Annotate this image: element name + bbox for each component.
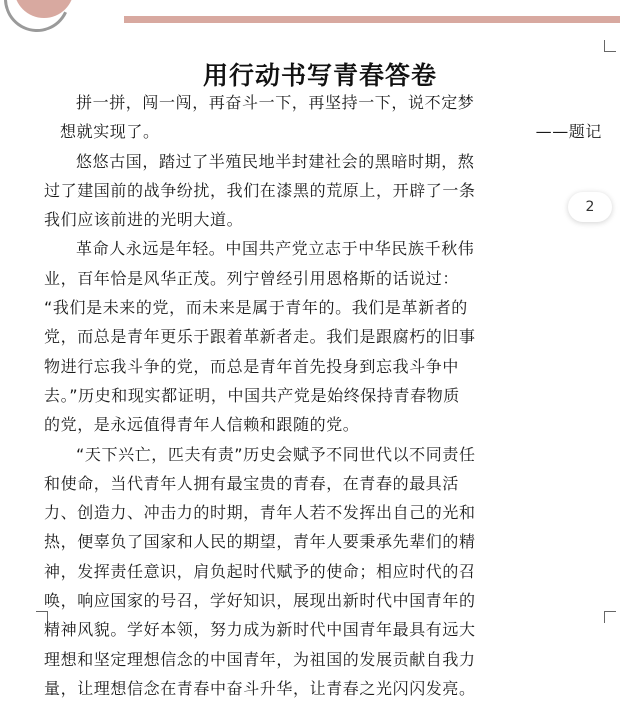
paragraph-line: “我们是未来的党，而未来是属于青年的。我们是革新者的 [44, 298, 468, 318]
paragraph-line: 过了建国前的战争纷扰，我们在漆黑的荒原上，开辟了一条 [44, 180, 476, 200]
paragraph-line: 我们应该前进的光明大道。 [44, 210, 244, 230]
paragraph-line: 悠悠古国，踏过了半殖民地半封建社会的黑暗时期，熬 [76, 151, 475, 171]
paragraph-line: 去。”历史和现实都证明，中国共产党是始终保持青春物质 [44, 385, 460, 405]
paragraph [44, 440, 610, 703]
paragraph-line: 理想和坚定理想信念的中国青年，为祖国的发展贡献自我力 [44, 649, 476, 669]
paragraph [44, 147, 610, 235]
page-number-badge: 2 [568, 192, 612, 222]
paragraph [44, 234, 610, 439]
header-decoration-arc [0, 0, 79, 41]
paragraph-line: 精神风貌。学好本领，努力成为新时代中国青年最具有远大 [44, 620, 476, 640]
epigraph-attribution: ——题记 [535, 122, 602, 142]
epigraph-line: 拼一拼，闯一闯，再奋斗一下，再坚持一下，说不定梦 [76, 93, 475, 112]
paragraph-line: 量，让理想信念在青春中奋斗升华，让青春之光闪闪发亮。 [44, 678, 476, 698]
paragraph-line: 和使命，当代青年人拥有最宝贵的青春，在青春的最具活 [44, 473, 460, 493]
paragraph-line: “天下兴亡，匹夫有责”历史会赋予不同世代以不同责任 [76, 444, 476, 464]
document-body [44, 88, 610, 703]
epigraph-line [44, 117, 610, 146]
paragraph-line: 党，而总是青年更乐于跟着革新者走。我们是跟腐朽的旧事 [44, 327, 476, 347]
paragraph-line: 唤，响应国家的号召，学好知识，展现出新时代中国青年的 [44, 591, 476, 611]
paragraph-line: 物进行忘我斗争的党，而总是青年首先投身到忘我斗争中 [44, 356, 460, 376]
paragraph-line: 革命人永远是年轻。中国共产党立志于中华民族千秋伟 [76, 239, 475, 259]
epigraph-text: 想就实现了。 [60, 122, 160, 142]
header-decoration-bar [124, 16, 620, 23]
paragraph-line: 力、创造力、冲击力的时期，青年人若不发挥出自己的光和 [44, 503, 476, 523]
paragraph-line: 神，发挥责任意识，肩负起时代赋予的使命；相应时代的召 [44, 561, 476, 581]
document-title: 用行动书写青春答卷 [202, 61, 437, 90]
crop-mark-top-right [604, 40, 616, 52]
paragraph-line: 热，便辜负了国家和人民的期望，青年人要秉承先辈们的精 [44, 532, 476, 552]
paragraph-line: 业，百年恰是风华正茂。列宁曾经引用恩格斯的话说过： [44, 268, 460, 288]
paragraph-line: 的党，是永远值得青年人信赖和跟随的党。 [44, 415, 360, 435]
